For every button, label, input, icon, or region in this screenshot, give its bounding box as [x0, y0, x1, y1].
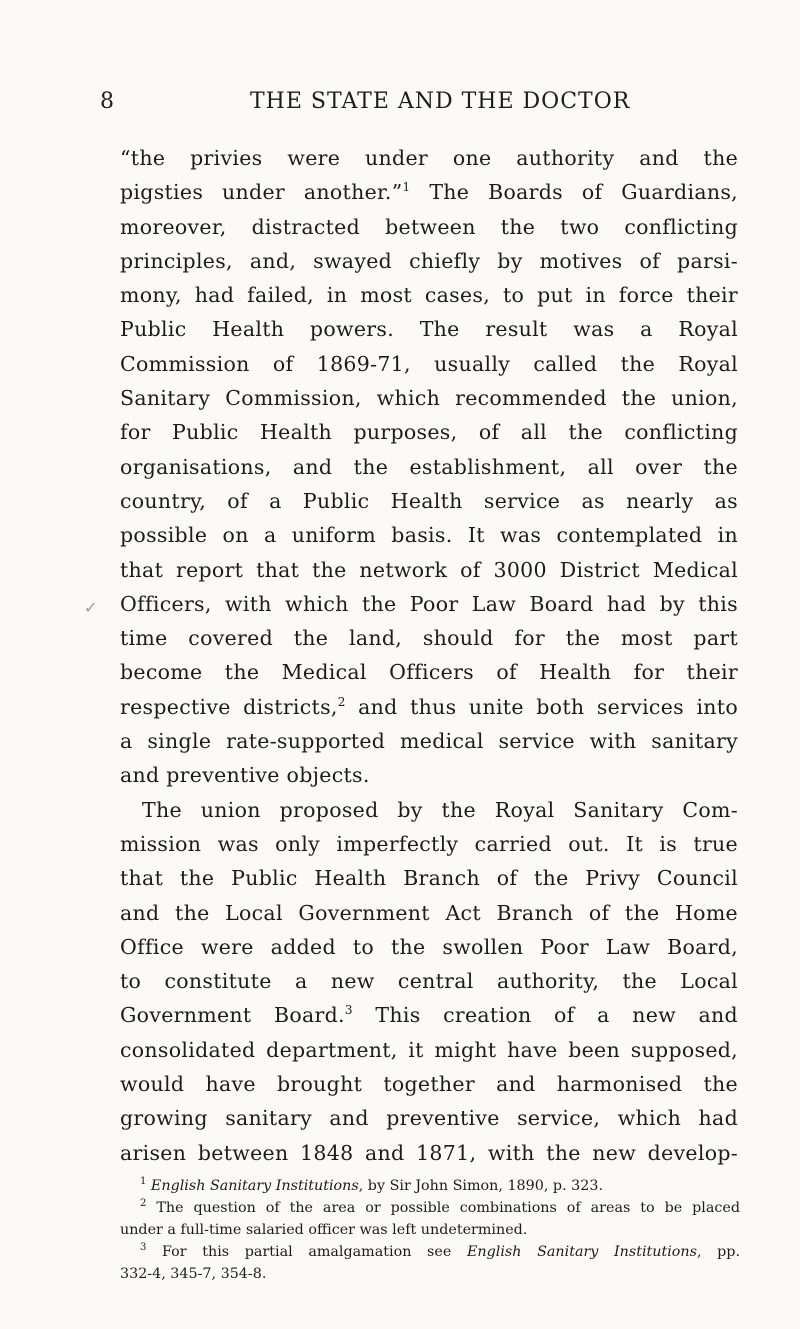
running-title: THE STATE AND THE DOCTOR	[250, 89, 631, 114]
text-line: principles, and, swayed chiefly by motives of parsi-	[120, 248, 738, 273]
text-line: mony, had failed, in most cases, to put in force their	[120, 283, 738, 308]
text-line: become the Medical Officers of Health for their	[120, 660, 738, 685]
page-header	[100, 89, 755, 119]
text-line: time covered the land, should for the most part	[120, 626, 738, 651]
footnote-2: $^2$ The question of the area or possible combinations of areas to be placed	[140, 1198, 741, 1216]
text-line: mission was only imperfectly carried out. It is true	[120, 831, 738, 856]
text-line: and preventive objects.	[120, 763, 370, 788]
text-line: that the Public Health Branch of the Privy Council	[120, 866, 738, 891]
text-line: Sanitary Commission, which recommended the union,	[120, 386, 738, 411]
footnotes	[120, 1175, 740, 1285]
text-line: “the privies were under one authority and the	[120, 146, 738, 170]
footnote-ref: 3	[344, 1003, 353, 1018]
footnote-2-cont: under a full-time salaried officer was left undetermined.	[120, 1222, 528, 1238]
text-line: and the Local Government Act Branch of the Home	[120, 900, 738, 925]
page-number: 8	[100, 89, 115, 114]
text-line: Office were added to the swollen Poor Law Board,	[120, 934, 738, 959]
body-text	[120, 141, 738, 1170]
text-line: Public Health powers. The result was a Royal	[120, 317, 738, 342]
text-line: Government Board.$^3$ This creation of a new and	[120, 1003, 738, 1028]
text-line: to constitute a new central authority, the Local	[120, 969, 738, 994]
text-line: pigsties under another.”$^1$ The Boards of Guardians,	[120, 180, 738, 205]
footnote-3: $^3$ For this partial amalgamation see English Sanitary Institutions, pp.	[140, 1242, 741, 1260]
text-line: growing sanitary and preventive service, which had	[120, 1106, 738, 1131]
text-line: possible on a uniform basis. It was contemplated in	[120, 523, 738, 548]
text-line: would have brought together and harmonised the	[120, 1072, 738, 1097]
text-line: arisen between 1848 and 1871, with the new develop-	[120, 1140, 738, 1165]
text-line: for Public Health purposes, of all the conflicting	[120, 420, 738, 445]
text-line: that report that the network of 3000 District Medical	[120, 557, 738, 582]
margin-pencil-mark: ✓	[84, 598, 98, 617]
footnote-ref: 2	[337, 694, 346, 709]
text-line: The union proposed by the Royal Sanitary Com-	[142, 797, 738, 822]
text-line: a single rate-supported medical service with sanitary	[120, 729, 738, 754]
footnote-1: $^1$ English Sanitary Institutions, by Sir John Simon, 1890, p. 323.	[140, 1176, 604, 1194]
text-line: Officers, with which the Poor Law Board had by this	[120, 591, 738, 616]
text-line: consolidated department, it might have been supposed,	[120, 1037, 738, 1062]
text-line: Commission of 1869-71, usually called the Royal	[120, 351, 738, 376]
text-line: respective districts,$^2$ and thus unite both services into	[120, 694, 738, 719]
text-line: country, of a Public Health service as nearly as	[120, 488, 738, 513]
text-line: organisations, and the establishment, all over the	[120, 454, 738, 479]
footnote-3-cont: 332-4, 345-7, 354-8.	[120, 1266, 267, 1282]
text-line: moreover, distracted between the two conflicting	[120, 214, 738, 239]
footnote-ref: 1	[402, 180, 411, 195]
